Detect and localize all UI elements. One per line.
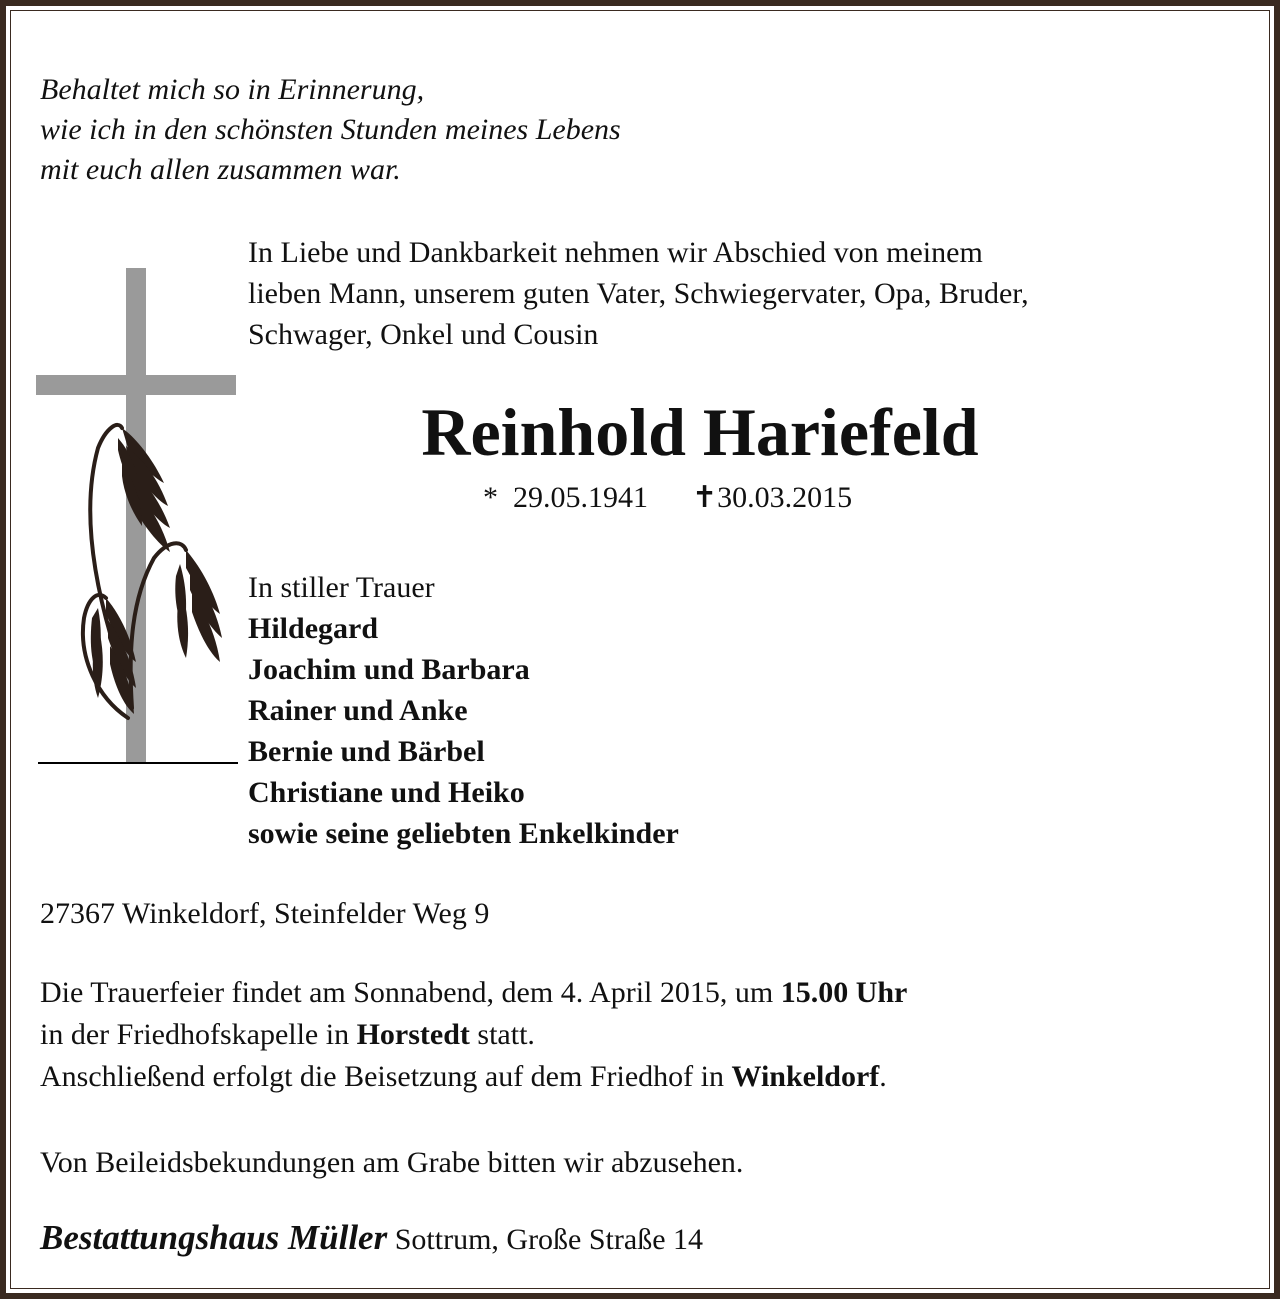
death-date: 30.03.2015 (717, 481, 853, 514)
ceremony-time: 15.00 Uhr (780, 976, 908, 1009)
motto-line: mit euch allen zusammen war. (40, 153, 401, 186)
condolence-note: Von Beileidsbekundungen am Grabe bitten wir abzusehen. (40, 1146, 744, 1179)
motto-line: Behaltet mich so in Erinnerung, (40, 73, 425, 106)
motto-verse (40, 70, 621, 190)
burial-place: Winkeldorf (731, 1060, 880, 1093)
ceremony-text: Anschließend erfolgt die Beisetzung auf dem Friedhof in (40, 1060, 732, 1093)
mourners-list (248, 608, 679, 854)
mourner-name: Joachim und Barbara (248, 653, 530, 686)
ceremony-chapel-place: Horstedt (356, 1018, 470, 1051)
mourners-intro: In stiller Trauer (248, 571, 435, 604)
funeral-home (40, 1216, 703, 1262)
cross-wheat-icon (36, 268, 240, 768)
ceremony-line (40, 1014, 907, 1056)
ceremony-line (40, 1056, 907, 1098)
ceremony-text: Die Trauerfeier findet am Sonnabend, dem 4. April 2015, um (40, 976, 781, 1009)
ceremony-line (40, 972, 907, 1014)
ceremony-text: . (879, 1060, 887, 1093)
birth-date: 29.05.1941 (513, 481, 648, 514)
death-cross-icon: ✝ (692, 481, 718, 514)
deceased-name: Reinhold Hariefeld (421, 394, 979, 470)
mourner-name: sowie seine geliebten Enkelkinder (248, 817, 679, 850)
birth-star-icon: * (483, 481, 498, 514)
funeral-home-name: Bestattungshaus Müller (40, 1218, 388, 1257)
life-dates (483, 478, 852, 518)
mourner-name: Christiane und Heiko (248, 776, 525, 809)
farewell-intro (248, 232, 1029, 355)
mourner-name: Bernie und Bärbel (248, 735, 485, 768)
family-address: 27367 Winkeldorf, Steinfelder Weg 9 (40, 897, 490, 930)
mourner-name: Hildegard (248, 612, 379, 645)
funeral-home-address: Sottrum, Große Straße 14 (387, 1223, 704, 1256)
ceremony-text: statt. (469, 1018, 535, 1051)
mourner-name: Rainer und Anke (248, 694, 468, 727)
intro-line: In Liebe und Dankbarkeit nehmen wir Abschied von meinem (248, 236, 983, 269)
intro-line: lieben Mann, unserem guten Vater, Schwiegervater, Opa, Bruder, (248, 277, 1029, 310)
intro-line: Schwager, Onkel und Cousin (248, 318, 599, 351)
ceremony-text: in der Friedhofskapelle in (40, 1018, 357, 1051)
motto-line: wie ich in den schönsten Stunden meines Lebens (40, 113, 621, 146)
ceremony-info (40, 972, 907, 1098)
